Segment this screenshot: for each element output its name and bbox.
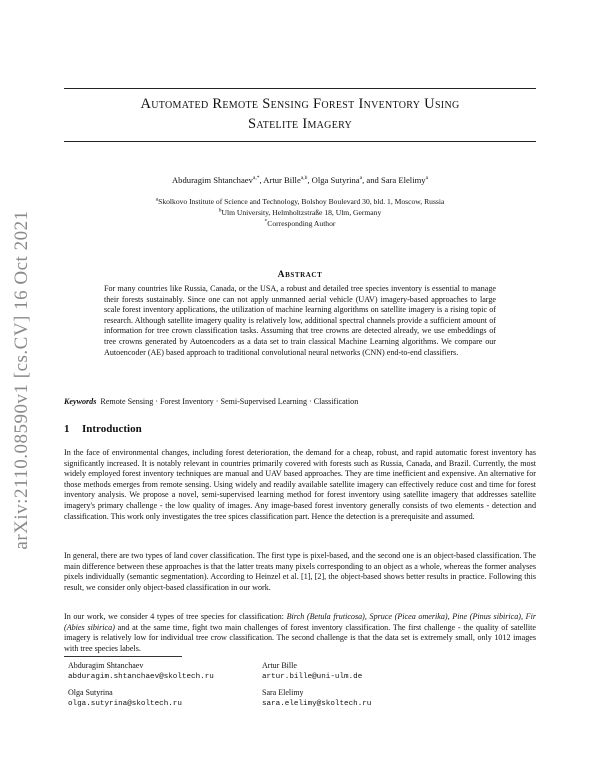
author-name: Abduragim Shtanchaev — [171, 175, 253, 185]
footnote-name: Sara Elelimy — [262, 688, 304, 697]
footnote-email[interactable]: olga.sutyrina@skoltech.ru — [68, 699, 182, 708]
author-sup: a — [425, 175, 429, 182]
affiliation-text: Skolkovo Institute of Science and Technology, Bolshoy Boulevard 30, bld. 1, Moscow, Russia — [158, 197, 445, 206]
arxiv-id[interactable]: arXiv:2110.08590v1 [cs.CV] 16 Oct 2021 — [11, 210, 32, 550]
paragraph-text: In our work, we consider 4 types of tree species for classification: — [64, 612, 287, 621]
author-name: Artur Bille — [263, 175, 301, 185]
affiliation-text: Ulm University, Helmholtzstraße 18, Ulm, Germany — [221, 208, 382, 217]
affiliation-item — [64, 196, 536, 207]
affiliation-item — [64, 207, 536, 218]
affiliation-sup: b — [218, 207, 222, 214]
intro-paragraph-1: In the face of environmental changes, including forest deterioration, the demand for a cheap, robust, and rapid automatic forest inventory has significantly increased. It is notably relevant in countries primarily covered with forests such as Russia, Canada, and Brazil. Currently, the most widely employed forest inventory techniques are manual and UAV based approaches. They are time inefficient and expensive. An alternative for those methods emerges from remote sensing. Using widely and readily available satellite imagery can effectively reduce cost and time for forest inventory analysis. We propose a novel, semi-supervised learning method for forest inventory using satellite imagery that addresses satellite imagery's primary challenge - the low quality of images. Any image-based forest inventory generally consists of two elements - detection and classification. This work only investigates the tree spices classification part. Hence the detection is a prerequisite and assumed. — [64, 448, 536, 521]
affiliations — [64, 196, 536, 229]
species-list: Birch (Betula fruticosa), Spruce (Picea omerika), Pine (Pinus sibirica), Fir (Abies sibirica) — [64, 612, 536, 632]
author-sup: a — [359, 175, 363, 182]
footnote-author — [68, 661, 214, 682]
paper-title — [64, 94, 536, 134]
keywords — [64, 397, 536, 406]
intro-paragraph-3 — [64, 612, 536, 654]
author-name: Olga Sutyrina — [311, 175, 360, 185]
author-list: Abduragim Shtanchaev$^{a,*}$, Artur Bille$^{a,b}$, Olga Sutyrina$^a$, and Sara Elelimy$^a$ — [171, 175, 429, 185]
title-top-rule — [64, 88, 536, 89]
footnote-name: Artur Bille — [262, 661, 297, 670]
author-sup: a,* — [252, 175, 260, 182]
affiliation-text: Corresponding Author — [267, 219, 336, 228]
abstract-heading: Abstract — [277, 270, 323, 280]
footnote-rule — [64, 656, 182, 657]
footnote-author — [68, 688, 182, 709]
affiliation-sup: * — [264, 218, 268, 225]
title-line-1: Automated Remote Sensing Forest Inventory Using — [140, 96, 460, 112]
keywords-label: Keywords — [64, 397, 97, 406]
author-sup: a,b — [300, 175, 308, 182]
section-number: 1 — [64, 423, 70, 435]
author-name: Sara Elelimy — [380, 175, 426, 185]
paragraph-text: and at the same time, fight two main challenges of forest inventory classification. The first challenge - the quality of satellite imagery is relatively low for individual tree crow classification. The second challenge is that the data set is extremely small, only 1012 images with tree species labels. — [64, 622, 536, 653]
abstract-text: For many countries like Russia, Canada, or the USA, a robust and detailed tree species inventory is essential to manage their forests sustainably. Since one can not apply unmanned aerial vehicle (UAV) imagery-based approaches to large scale forest inventory applications, the utilization of machine learning algorithms on satellite imagery is a rising topic of research. Although satellite imagery quality is relatively low, additional spectral channels provide a sufficient amount of information for tree crown classification tasks. Assuming that tree crowns are detected already, we use embeddings of tree crowns generated by Autoencoders as a data set to train classical Machine Learning algorithms. We compare our Autoencoder (AE) based approach to traditional convolutional neural networks (CNN) end-to-end classifiers. — [104, 284, 496, 357]
footnote-email[interactable]: artur.bille@uni-ulm.de — [262, 672, 363, 681]
footnote-email[interactable]: abduragim.shtanchaev@skoltech.ru — [68, 672, 214, 681]
footnote-email[interactable]: sara.elelimy@skoltech.ru — [262, 699, 372, 708]
section-heading — [64, 423, 142, 435]
keywords-text: Remote Sensing · Forest Inventory · Semi-Supervised Learning · Classification — [100, 397, 359, 406]
title-bottom-rule — [64, 141, 536, 142]
footnote-name: Olga Sutyrina — [68, 688, 113, 697]
affiliation-sup: a — [155, 196, 159, 203]
intro-paragraph-2: In general, there are two types of land cover classification. The first type is pixel-based, and the second one is an object-based classification. The main difference between these approaches is that the latter treats many pixels corresponding to an object as a whole, whereas the former analyses pixels individually (semantic segmentation). According to Heinzel et al. [1], [2], the object-based shows better results in practice. Following this result, we consider only object-based classification in our work. — [64, 551, 536, 592]
footnote-author — [262, 661, 362, 682]
affiliation-item — [64, 218, 536, 229]
section-title: Introduction — [82, 423, 142, 435]
footnote-author — [262, 688, 371, 709]
title-line-2: Satelite Imagery — [247, 116, 353, 132]
footnote-name: Abduragim Shtanchaev — [68, 661, 144, 670]
arxiv-watermark — [4, 200, 40, 560]
